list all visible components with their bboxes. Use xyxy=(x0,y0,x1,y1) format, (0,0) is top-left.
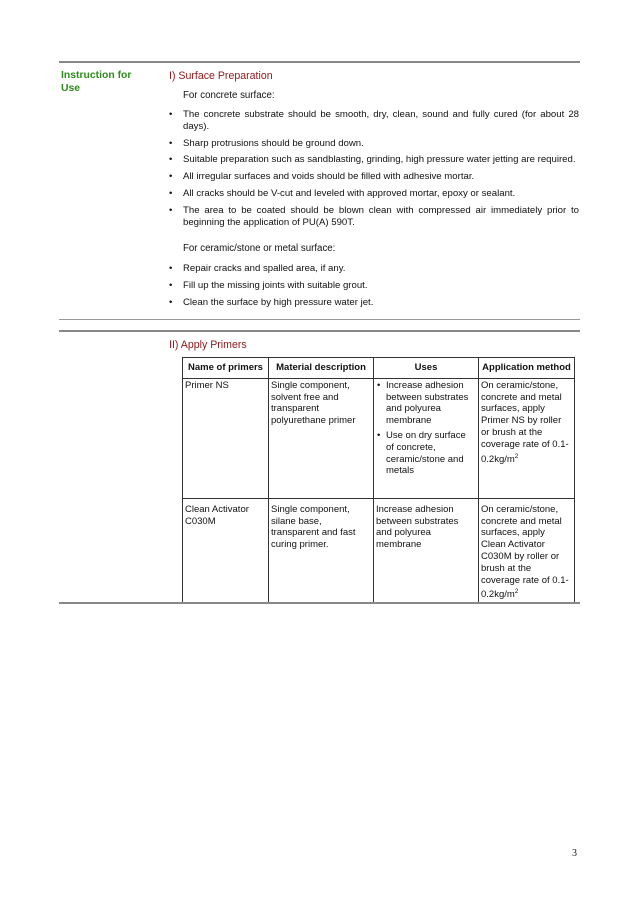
bullet-icon: • xyxy=(169,279,173,291)
column-header: Material description xyxy=(269,358,374,379)
list-item: • Fill up the missing joints with suitable grout. xyxy=(169,279,368,291)
list-item: • The area to be coated should be blown clean with compressed air immediately prior to beginning the application of PU(A) 590T. xyxy=(169,204,579,228)
application-method-cell: On ceramic/stone, concrete and metal surfaces, apply Primer NS by roller or brush at the coverage rate of $0.1-0.2kg/m^2$ xyxy=(479,378,575,498)
bullet-icon: • xyxy=(169,171,173,183)
concrete-bullet-list xyxy=(169,109,579,233)
bullet-icon: • xyxy=(169,137,173,149)
bullet-icon: • xyxy=(377,379,381,391)
intro-ceramic-metal: For ceramic/stone or metal surface: xyxy=(183,243,336,254)
list-item: • Suitable preparation such as sandblasting, grinding, high pressure water jetting are required. xyxy=(169,154,576,166)
uses-list xyxy=(376,380,476,477)
list-item: • Use on dry surface of concrete, ceramic/stone and metals xyxy=(377,429,466,477)
table-header-row xyxy=(183,358,575,379)
page-number: 3 xyxy=(572,848,577,859)
column-header: Name of primers xyxy=(183,358,269,379)
bullet-icon: • xyxy=(377,429,381,441)
bullet-icon: • xyxy=(169,187,173,199)
column-header: Uses xyxy=(374,358,479,379)
uses-cell xyxy=(374,378,479,498)
ceramic-bullet-list xyxy=(169,263,579,313)
table-row xyxy=(183,498,575,603)
list-item: • Sharp protrusions should be ground down. xyxy=(169,137,364,149)
bullet-icon: • xyxy=(169,263,173,274)
list-item: • Increase adhesion between substrates and polyurea membrane xyxy=(377,379,469,427)
material-description-cell: Single component, silane base, transparent and fast curing primer. xyxy=(269,498,374,603)
section-divider xyxy=(59,330,580,332)
bullet-icon: • xyxy=(169,204,173,216)
bullet-icon: • xyxy=(169,296,173,308)
side-label: Instruction for Use xyxy=(61,70,132,94)
intro-concrete: For concrete surface: xyxy=(183,90,275,101)
bullet-icon: • xyxy=(169,109,173,120)
list-item: • Repair cracks and spalled area, if any. xyxy=(169,263,346,274)
primer-name-cell: Primer NS xyxy=(183,378,269,498)
section-divider-thin xyxy=(59,319,580,320)
list-item: • Clean the surface by high pressure water jet. xyxy=(169,296,374,308)
primer-name-cell: Clean Activator C030M xyxy=(183,498,269,603)
primers-table xyxy=(182,357,575,603)
table-row xyxy=(183,378,575,498)
list-item: • The concrete substrate should be smooth, dry, clean, sound and fully cured (for about 28 days). xyxy=(169,109,579,132)
section-title-apply-primers: II) Apply Primers xyxy=(169,339,247,351)
list-item: • All cracks should be V-cut and leveled with approved mortar, epoxy or sealant. xyxy=(169,187,516,199)
material-description-cell: Single component, solvent free and transparent polyurethane primer xyxy=(269,378,374,498)
bullet-icon: • xyxy=(169,154,173,166)
uses-cell: Increase adhesion between substrates and polyurea membrane xyxy=(374,498,479,603)
section-title-surface-preparation: I) Surface Preparation xyxy=(169,70,273,82)
bottom-divider xyxy=(59,602,580,604)
application-method-cell: On ceramic/stone, concrete and metal surfaces, apply Clean Activator C030M by roller or brush at the coverage rate of $0.1-0.2kg/m^2$ xyxy=(479,498,575,603)
list-item: • All irregular surfaces and voids should be filled with adhesive mortar. xyxy=(169,171,475,183)
top-divider xyxy=(59,61,580,63)
column-header: Application method xyxy=(479,358,575,379)
